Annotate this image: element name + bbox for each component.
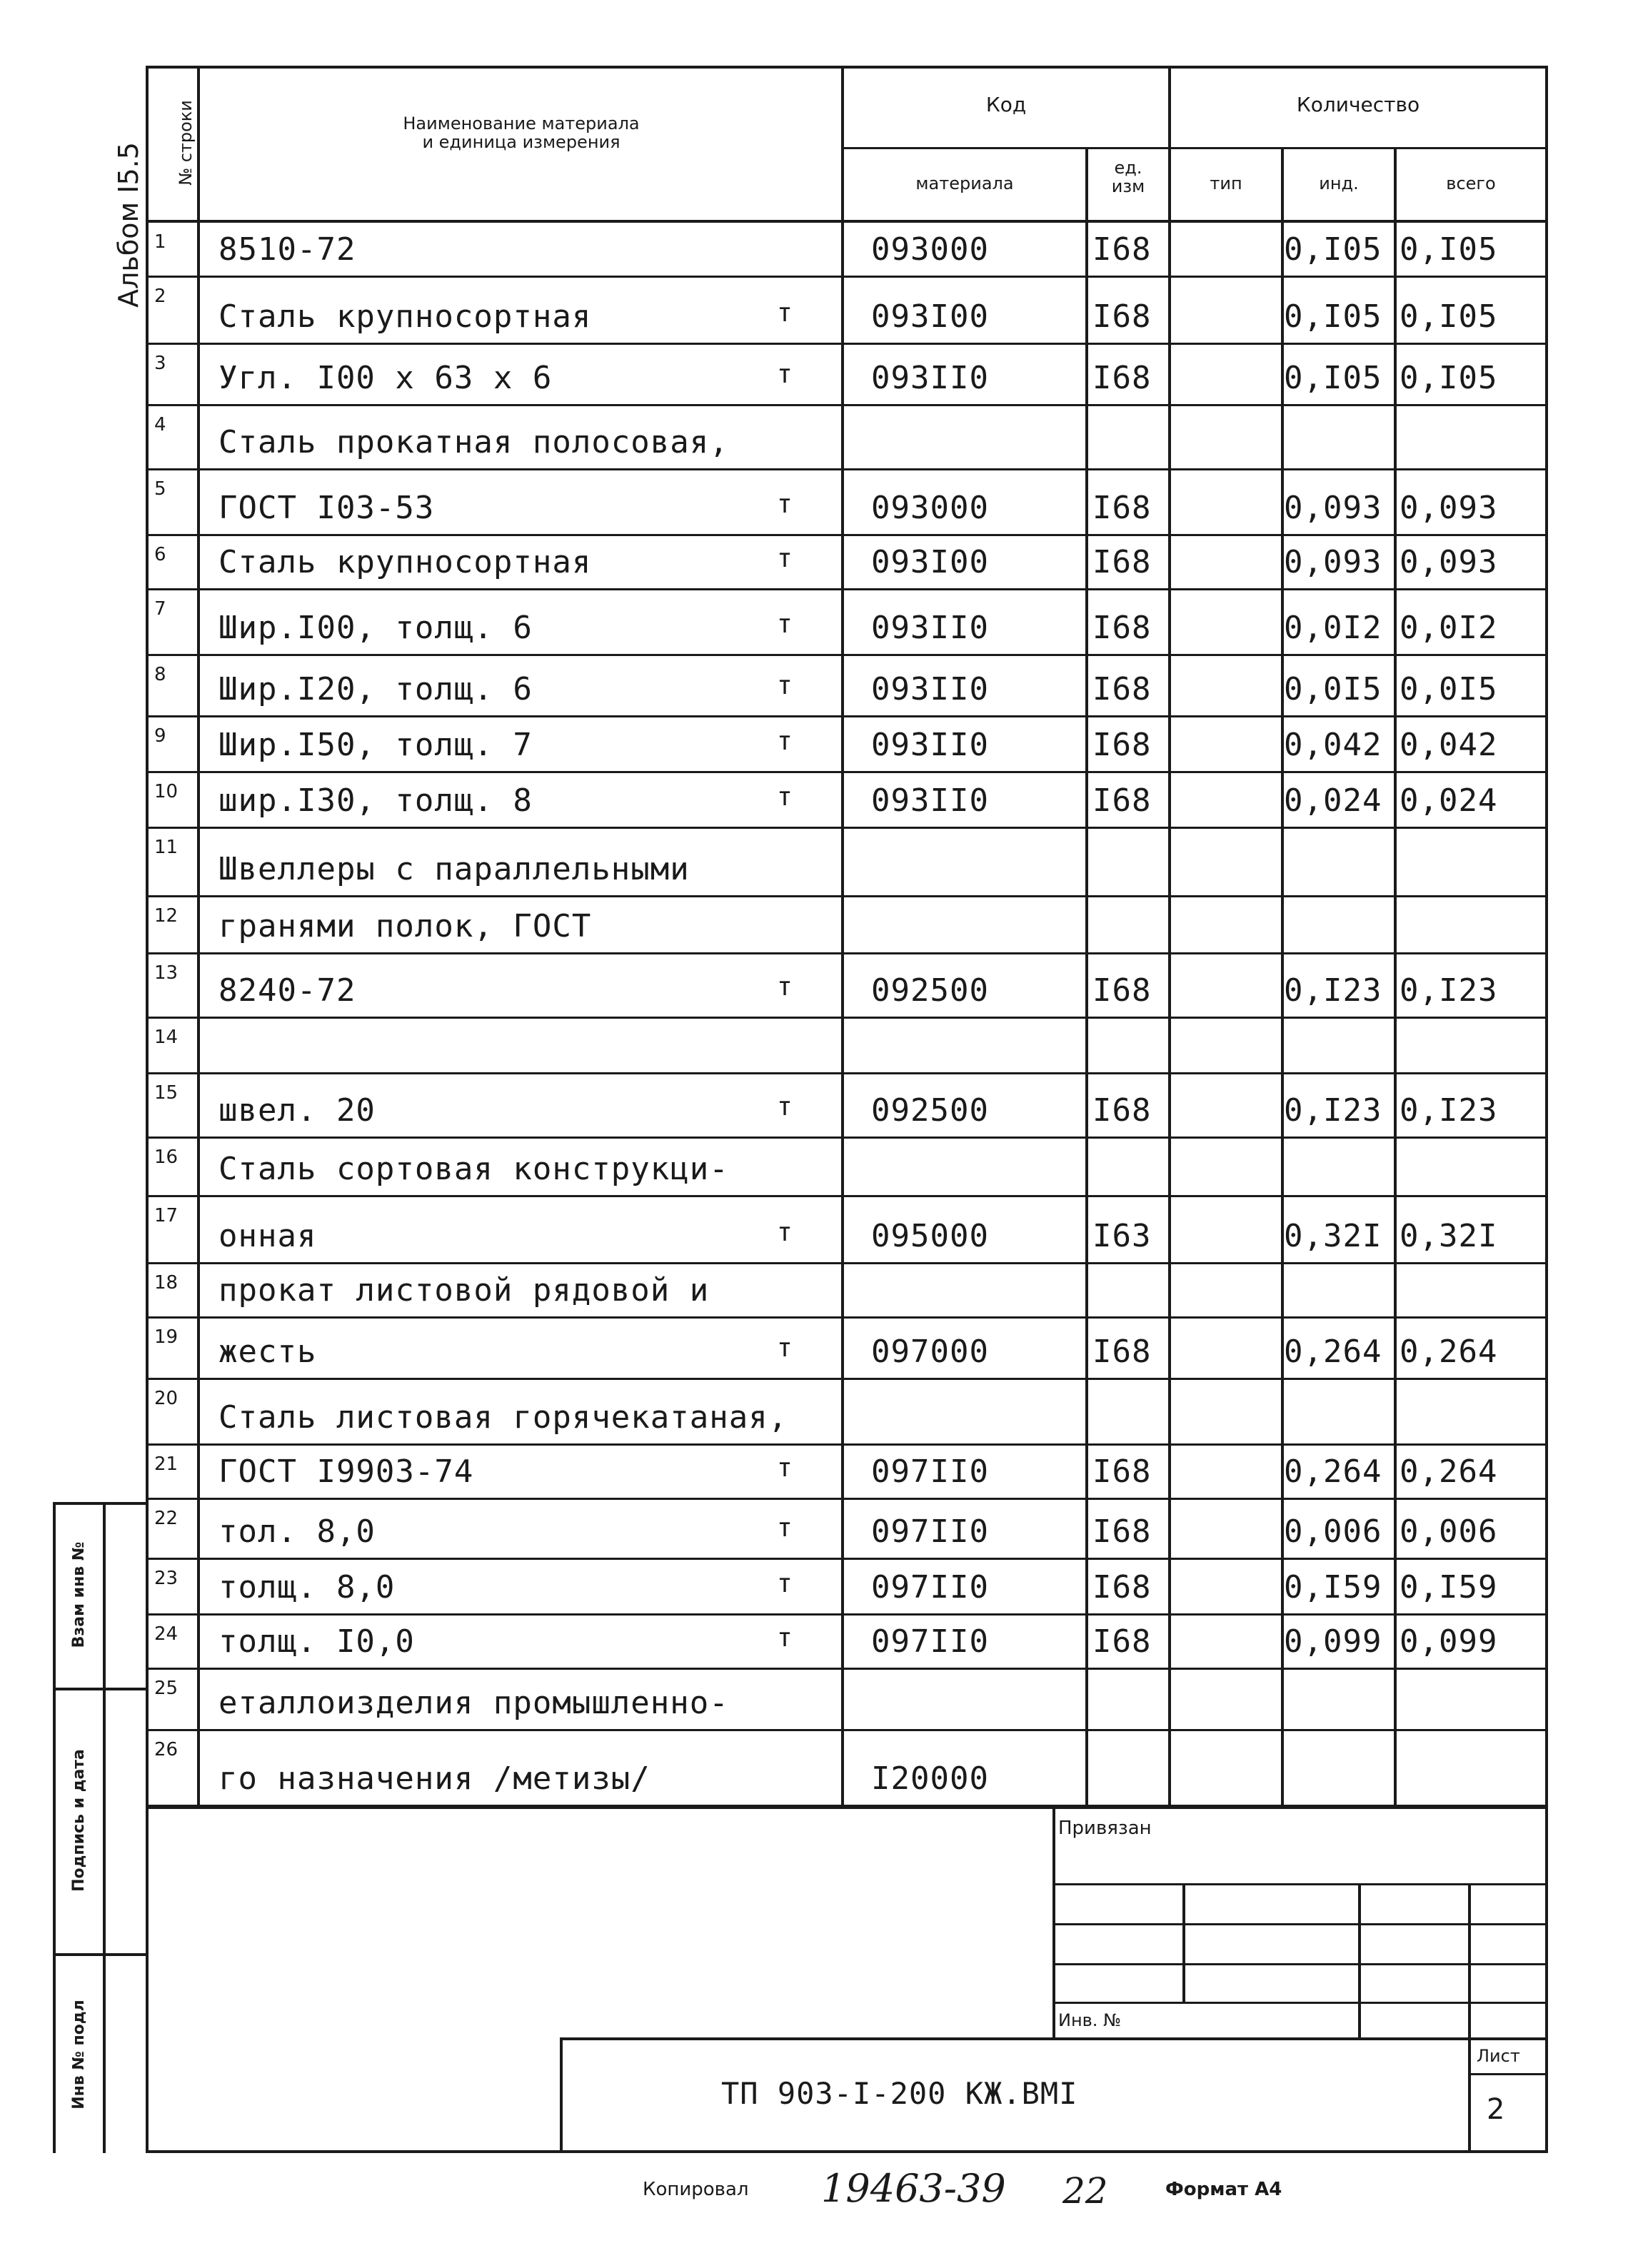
row-number: 10 <box>154 781 179 802</box>
material-name: Шир.I50, толщ. 7 <box>218 727 533 763</box>
row-number: 9 <box>154 725 166 747</box>
qty-individual: 0,32I <box>1284 1218 1382 1254</box>
header-type: тип <box>1210 173 1242 193</box>
row-number: 19 <box>154 1326 179 1348</box>
row-number: 17 <box>154 1205 179 1226</box>
material-name: го назначения /метизы/ <box>218 1760 650 1797</box>
side-stamp-replace-inv: Взам инв № <box>70 1541 88 1648</box>
qty-total: 0,I23 <box>1400 972 1498 1009</box>
unit-code: I68 <box>1092 972 1152 1009</box>
row-number: 21 <box>154 1453 179 1475</box>
unit-label: т <box>777 490 793 519</box>
material-name: Шир.I20, толщ. 6 <box>218 671 533 707</box>
unit-code: I68 <box>1092 1453 1152 1490</box>
unit-label: т <box>777 1218 793 1247</box>
row-divider <box>146 468 1548 470</box>
row-divider <box>146 1729 1548 1731</box>
material-name: ГОСТ I9903-74 <box>218 1453 474 1490</box>
material-name: еталлоизделия промышленно- <box>218 1685 729 1721</box>
header-material: материала <box>915 173 1014 193</box>
qty-total: 0,0I5 <box>1400 671 1498 707</box>
unit-code: I68 <box>1092 782 1152 819</box>
unit-code: I68 <box>1092 544 1152 580</box>
row-number: 26 <box>154 1739 179 1760</box>
qty-total: 0,264 <box>1400 1453 1498 1490</box>
row-divider <box>146 1195 1548 1197</box>
unit-label: т <box>777 671 793 700</box>
unit-label: т <box>777 1513 793 1543</box>
handwritten-sheet: 22 <box>1062 2170 1108 2212</box>
privyazan-label: Привязан <box>1058 1818 1152 1839</box>
row-divider <box>146 895 1548 897</box>
unit-code: I68 <box>1092 490 1152 526</box>
qty-total: 0,I05 <box>1400 360 1498 396</box>
row-divider <box>146 1072 1548 1074</box>
row-divider <box>146 1316 1548 1319</box>
qty-individual: 0,093 <box>1284 544 1382 580</box>
material-code: 092500 <box>871 1092 989 1129</box>
row-number: 8 <box>154 664 166 685</box>
row-divider <box>146 654 1548 656</box>
material-code: 097II0 <box>871 1513 989 1550</box>
row-divider <box>146 771 1548 773</box>
row-number: 18 <box>154 1272 179 1294</box>
row-divider <box>146 343 1548 345</box>
row-divider <box>146 827 1548 829</box>
material-code: 093II0 <box>871 727 989 763</box>
unit-code: I68 <box>1092 671 1152 707</box>
row-divider <box>146 1262 1548 1264</box>
header-quantity: Количество <box>1296 93 1420 116</box>
sheet-label: Лист <box>1477 2046 1520 2066</box>
row-number: 16 <box>154 1146 179 1168</box>
material-code: 097II0 <box>871 1569 989 1606</box>
row-divider <box>146 1443 1548 1446</box>
qty-total: 0,042 <box>1400 727 1498 763</box>
qty-total: 0,093 <box>1400 490 1498 526</box>
material-name: гранями полок, ГОСТ <box>218 908 592 944</box>
qty-total: 0,264 <box>1400 1334 1498 1370</box>
qty-total: 0,I05 <box>1400 298 1498 335</box>
qty-individual: 0,042 <box>1284 727 1382 763</box>
unit-label: т <box>777 1623 793 1653</box>
material-code: 097000 <box>871 1334 989 1370</box>
material-code: 097II0 <box>871 1453 989 1490</box>
row-divider <box>146 952 1548 954</box>
unit-label: т <box>777 972 793 1002</box>
row-divider <box>146 1136 1548 1139</box>
unit-code: I68 <box>1092 727 1152 763</box>
material-name: Сталь прокатная полосовая, <box>218 424 729 460</box>
qty-individual: 0,I05 <box>1284 231 1382 268</box>
qty-individual: 0,I05 <box>1284 360 1382 396</box>
material-name: Угл. I00 x 63 x 6 <box>218 360 553 396</box>
copied-label: Копировал <box>643 2179 749 2200</box>
row-number: 4 <box>154 414 166 435</box>
material-name: прокат листовой рядовой и <box>218 1272 710 1309</box>
qty-individual: 0,I05 <box>1284 298 1382 335</box>
row-number: 15 <box>154 1082 179 1104</box>
unit-label: т <box>777 782 793 812</box>
qty-total: 0,32I <box>1400 1218 1498 1254</box>
qty-individual: 0,264 <box>1284 1453 1382 1490</box>
row-divider <box>146 534 1548 536</box>
material-name: швел. 20 <box>218 1092 376 1129</box>
unit-code: I68 <box>1092 298 1152 335</box>
document-code: ТП 903-I-200 КЖ.ВМI <box>721 2076 1078 2111</box>
material-code: 093I00 <box>871 298 989 335</box>
album-label: Альбом I5.5 <box>113 142 144 308</box>
qty-total: 0,024 <box>1400 782 1498 819</box>
qty-total: 0,006 <box>1400 1513 1498 1550</box>
material-name: ГОСТ I03-53 <box>218 490 435 526</box>
unit-code: I68 <box>1092 360 1152 396</box>
qty-total: 0,093 <box>1400 544 1498 580</box>
material-name: 8240-72 <box>218 972 356 1009</box>
material-name: Шир.I00, толщ. 6 <box>218 610 533 646</box>
material-name: жесть <box>218 1334 317 1370</box>
sheet-number: 2 <box>1487 2093 1505 2126</box>
row-number: 24 <box>154 1623 179 1645</box>
material-code: 095000 <box>871 1218 989 1254</box>
material-code: 093II0 <box>871 610 989 646</box>
qty-total: 0,I05 <box>1400 231 1498 268</box>
header-row-no: № строки <box>176 100 196 186</box>
row-divider <box>146 1558 1548 1560</box>
material-name: шир.I30, толщ. 8 <box>218 782 533 819</box>
row-number: 22 <box>154 1508 179 1529</box>
unit-code: I68 <box>1092 610 1152 646</box>
material-code: 093II0 <box>871 360 989 396</box>
header-total: всего <box>1446 173 1496 193</box>
qty-individual: 0,099 <box>1284 1623 1382 1660</box>
row-number: 14 <box>154 1027 179 1048</box>
row-divider <box>146 1668 1548 1670</box>
qty-individual: 0,I59 <box>1284 1569 1382 1606</box>
material-name: тол. 8,0 <box>218 1513 376 1550</box>
row-divider <box>146 1498 1548 1500</box>
row-divider <box>146 404 1548 406</box>
row-number: 5 <box>154 478 166 500</box>
material-name: толщ. I0,0 <box>218 1623 415 1660</box>
inv-no-label: Инв. № <box>1058 2010 1122 2030</box>
header-name: Наименование материала и единица измерения <box>403 114 640 153</box>
qty-total: 0,I59 <box>1400 1569 1498 1606</box>
material-name: Сталь сортовая конструкци- <box>218 1151 729 1187</box>
qty-total: 0,0I2 <box>1400 610 1498 646</box>
unit-label: т <box>777 544 793 573</box>
row-divider <box>146 1017 1548 1019</box>
unit-code: I68 <box>1092 1334 1152 1370</box>
qty-individual: 0,I23 <box>1284 1092 1382 1129</box>
unit-label: т <box>777 610 793 639</box>
material-name: толщ. 8,0 <box>218 1569 396 1606</box>
row-divider <box>146 588 1548 590</box>
qty-individual: 0,264 <box>1284 1334 1382 1370</box>
handwritten-number: 19463-39 <box>821 2166 1006 2211</box>
material-code: 093II0 <box>871 782 989 819</box>
qty-individual: 0,006 <box>1284 1513 1382 1550</box>
side-stamp-original-inv: Инв № подл <box>70 2000 88 2110</box>
material-name: Швеллеры с параллельными <box>218 851 690 887</box>
unit-code: I68 <box>1092 1092 1152 1129</box>
row-number: 12 <box>154 905 179 927</box>
row-number: 2 <box>154 286 166 307</box>
qty-individual: 0,I23 <box>1284 972 1382 1009</box>
side-stamp-signature-date: Подпись и дата <box>70 1749 88 1892</box>
header-ind: инд. <box>1319 173 1359 193</box>
row-divider <box>146 276 1548 278</box>
unit-code: I68 <box>1092 1569 1152 1606</box>
row-number: 23 <box>154 1568 179 1589</box>
qty-total: 0,I23 <box>1400 1092 1498 1129</box>
qty-individual: 0,0I5 <box>1284 671 1382 707</box>
row-number: 1 <box>154 231 166 253</box>
unit-label: т <box>777 1453 793 1483</box>
material-code: 092500 <box>871 972 989 1009</box>
material-code: 093000 <box>871 490 989 526</box>
qty-individual: 0,093 <box>1284 490 1382 526</box>
row-divider <box>146 715 1548 717</box>
unit-label: т <box>777 298 793 328</box>
qty-individual: 0,024 <box>1284 782 1382 819</box>
qty-individual: 0,0I2 <box>1284 610 1382 646</box>
unit-label: т <box>777 727 793 756</box>
material-name: 8510-72 <box>218 231 356 268</box>
material-code: 093000 <box>871 231 989 268</box>
material-code: I20000 <box>871 1760 989 1797</box>
qty-total: 0,099 <box>1400 1623 1498 1660</box>
material-name: онная <box>218 1218 317 1254</box>
row-number: 11 <box>154 837 179 858</box>
format-label: Формат А4 <box>1165 2179 1282 2200</box>
unit-code: I68 <box>1092 231 1152 268</box>
material-name: Сталь листовая горячекатаная, <box>218 1399 788 1436</box>
row-number: 3 <box>154 353 166 374</box>
row-number: 7 <box>154 598 166 620</box>
row-divider <box>146 1378 1548 1380</box>
material-name: Сталь крупносортная <box>218 298 592 335</box>
unit-code: I68 <box>1092 1623 1152 1660</box>
material-name: Сталь крупносортная <box>218 544 592 580</box>
row-divider <box>146 1613 1548 1616</box>
row-number: 13 <box>154 962 179 984</box>
row-number: 25 <box>154 1678 179 1699</box>
unit-label: т <box>777 1569 793 1598</box>
unit-label: т <box>777 1092 793 1122</box>
unit-code: I68 <box>1092 1513 1152 1550</box>
row-number: 6 <box>154 544 166 565</box>
row-number: 20 <box>154 1388 179 1409</box>
material-code: 097II0 <box>871 1623 989 1660</box>
header-unit-code: ед. изм <box>1111 158 1145 197</box>
material-code: 093II0 <box>871 671 989 707</box>
header-code: Код <box>985 93 1027 116</box>
unit-label: т <box>777 360 793 389</box>
unit-label: т <box>777 1334 793 1363</box>
material-code: 093I00 <box>871 544 989 580</box>
unit-code: I63 <box>1092 1218 1152 1254</box>
